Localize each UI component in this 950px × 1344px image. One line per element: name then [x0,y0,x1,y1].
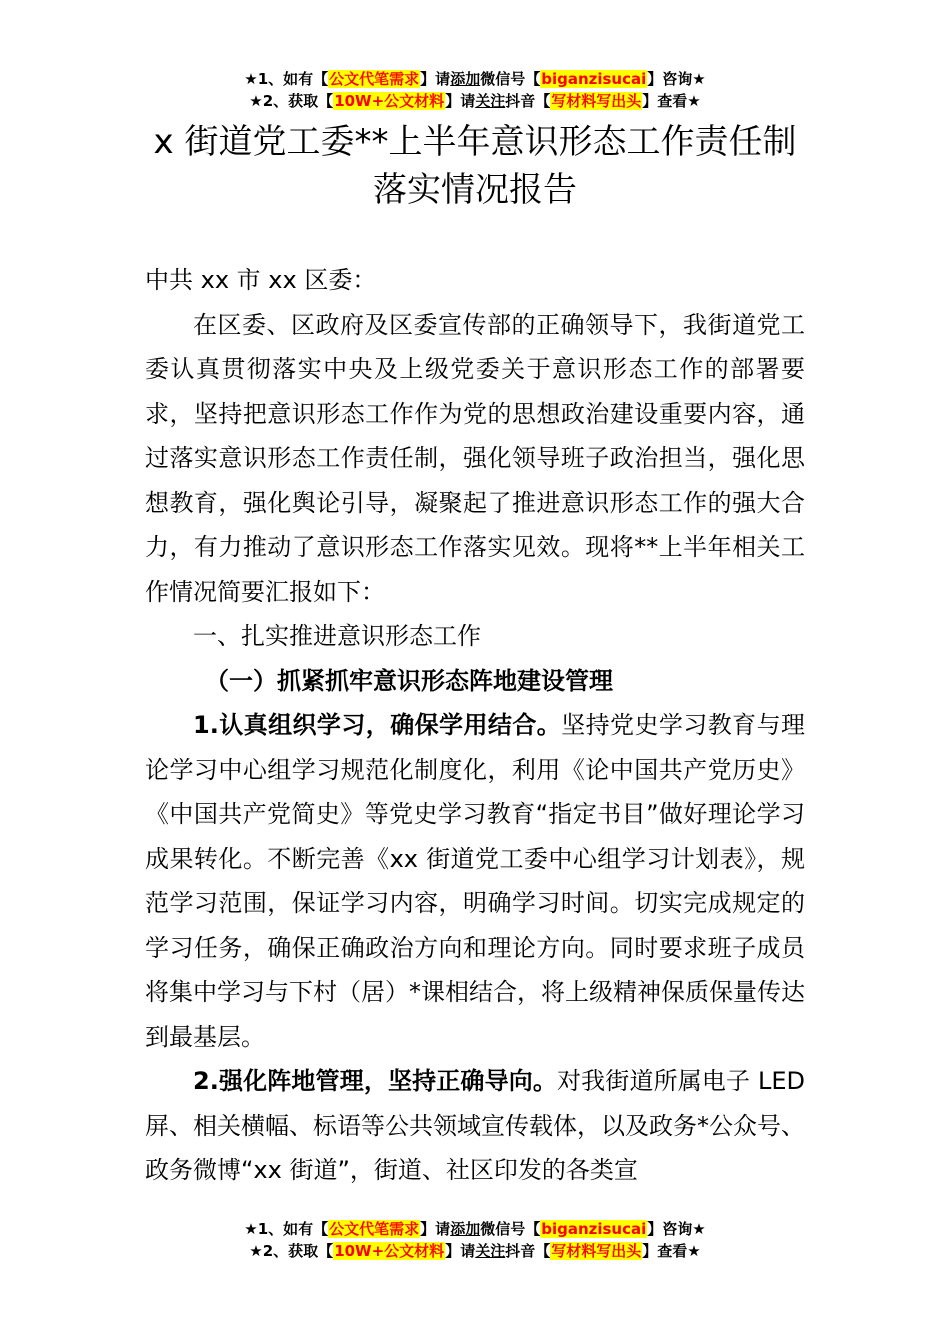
banner-highlight: biganzisucai [541,1220,647,1238]
salutation: 中共 xx 市 xx 区委： [145,266,377,294]
banner-text: 】请 [445,92,476,110]
banner-text: 微信号【 [480,70,541,88]
title-line-1: x 街道党工委**上半年意识形态工作责任制 [153,122,797,162]
banner-text: 抖音【 [505,1242,551,1260]
item-2-text: 对我街道所属电子 LED 屏、相关横幅、标语等公共领域宣传载体，以及政务*公众号、政务微博“xx 街道”，街道、社区印发的各类宣 [145,1067,805,1184]
document-title [100,118,850,214]
banner-text: 】查看★ [642,1242,701,1260]
banner-text: ★2、获取【 [249,1242,334,1260]
item-2-lead: 2.强化阵地管理，坚持正确导向。 [193,1067,558,1095]
banner-text: 】咨询★ [647,1220,706,1238]
banner-line-1 [0,68,950,90]
banner-text: 】查看★ [642,92,701,110]
top-banner [0,68,950,112]
banner-text: 抖音【 [505,92,551,110]
banner-highlight: biganzisucai [541,70,647,88]
banner-line-2 [0,1240,950,1262]
banner-text: 】请 [420,70,451,88]
banner-underlined-text: 添加 [450,1220,481,1238]
subsection-heading: （一）抓紧抓牢意识形态阵地建设管理 [205,666,613,695]
banner-line-1 [0,1218,950,1240]
banner-text: 】咨询★ [647,70,706,88]
banner-underlined-text: 关注 [475,1242,506,1260]
banner-highlight: 写材料写出头 [551,92,642,110]
banner-text: ★1、如有【 [244,70,329,88]
banner-highlight: 10W+公文材料 [334,1242,445,1260]
banner-highlight: 10W+公文材料 [334,92,445,110]
banner-highlight: 公文代笔需求 [329,1220,420,1238]
banner-underlined-text: 关注 [475,92,506,110]
item-1-text: 坚持党史学习教育与理论学习中心组学习规范化制度化，利用《论中国共产党历史》《中国共产党简史》等党史学习教育“指定书目”做好理论学习成果转化。不断完善《xx 街道党工委中心组学习计划表》，规范学习范围，保证学习内容，明确学习时间。切实完成规定的学习任务，确保正确政治方向和理论方向。同时要求班子成员将集中学习与下村（居）*课相结合，将上级精神保质保量传达到最基层。 [145,711,806,1051]
banner-line-2 [0,90,950,112]
item-2-paragraph [145,1059,805,1193]
banner-highlight: 公文代笔需求 [329,70,420,88]
banner-underlined-text: 添加 [450,70,481,88]
banner-text: 微信号【 [480,1220,541,1238]
item-1-lead: 1.认真组织学习，确保学用结合。 [193,711,562,739]
document-body [145,258,805,1193]
banner-text: 】请 [445,1242,476,1260]
banner-text: ★2、获取【 [249,92,334,110]
banner-highlight: 写材料写出头 [551,1242,642,1260]
intro-paragraph: 在区委、区政府及区委宣传部的正确领导下，我街道党工委认真贯彻落实中央及上级党委关于意识形态工作的部署要求，坚持把意识形态工作作为党的思想政治建设重要内容，通过落实意识形态工作责任制，强化领导班子政治担当，强化思想教育，强化舆论引导，凝聚起了推进意识形态工作的强大合力，有力推动了意识形态工作落实见效。现将**上半年相关工作情况简要汇报如下： [145,310,805,606]
bottom-banner [0,1218,950,1262]
banner-text: ★1、如有【 [244,1220,329,1238]
item-1-paragraph [145,703,805,1059]
title-line-2: 落实情况报告 [373,170,577,210]
banner-text: 】请 [420,1220,451,1238]
section-heading: 一、扎实推进意识形态工作 [193,622,481,650]
